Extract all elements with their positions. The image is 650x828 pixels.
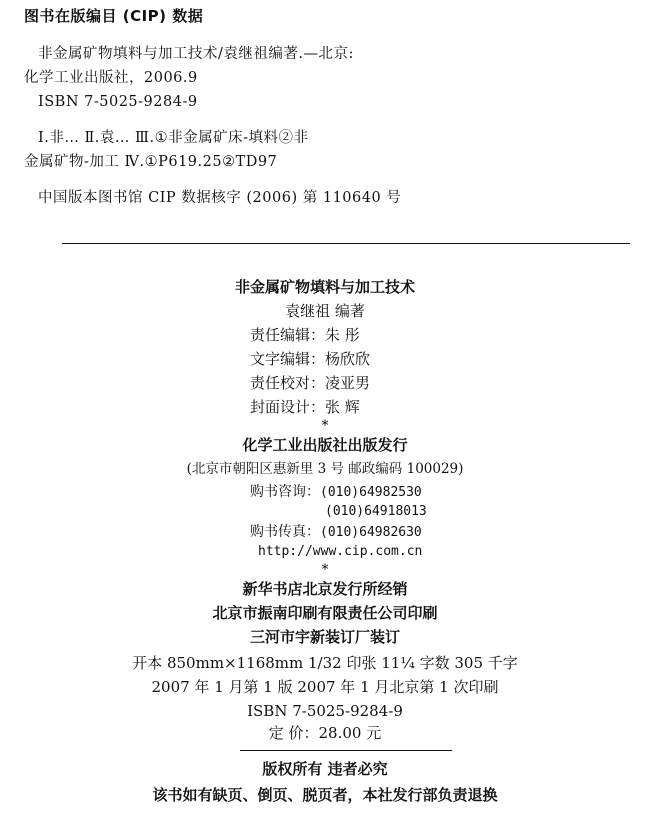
publisher-line: 化学工业出版社出版发行 bbox=[242, 436, 408, 454]
printer-line: 北京市振南印刷有限责任公司印刷 bbox=[212, 604, 438, 622]
book-title: 非金属矿物填料与加工技术 bbox=[234, 278, 415, 296]
bottom-divider bbox=[240, 750, 452, 751]
top-divider bbox=[62, 243, 630, 244]
cip-line-record-number: 中国版本图书馆 CIP 数据核字 (2006) 第 110640 号 bbox=[38, 190, 402, 206]
cip-line-isbn: ISBN 7-5025-9284-9 bbox=[38, 94, 198, 110]
staff-row bbox=[215, 324, 360, 346]
fax-row bbox=[250, 522, 422, 543]
staff-name: 杨欣欣 bbox=[325, 350, 371, 368]
staff-role: 封面设计： bbox=[249, 398, 325, 416]
cip-title: 图书在版编目 (CIP) 数据 bbox=[24, 7, 204, 25]
staff-name: 张 辉 bbox=[325, 398, 360, 416]
staff-name: 朱 彤 bbox=[325, 326, 360, 344]
staff-role: 责任编辑： bbox=[249, 326, 325, 344]
price: 定 价：28.00 元 bbox=[268, 724, 382, 742]
staff-name: 凌亚男 bbox=[325, 374, 371, 392]
separator-star: * bbox=[321, 418, 329, 434]
publisher-address: (北京市朝阳区惠新里 3 号 邮政编码 100029) bbox=[186, 461, 464, 477]
phone-row bbox=[250, 482, 422, 503]
binder-line: 三河市宇新装订厂装订 bbox=[249, 628, 400, 646]
format-specs: 开本 850mm×1168mm 1/32 印张 11¼ 字数 305 千字 bbox=[132, 654, 518, 672]
separator-star: * bbox=[321, 562, 329, 578]
staff-row bbox=[215, 396, 360, 418]
return-policy: 该书如有缺页、倒页、脱页者，本社发行部负责退换 bbox=[152, 786, 498, 804]
phone-number: (010)64982530 bbox=[320, 485, 422, 500]
fax-number: (010)64982630 bbox=[320, 525, 422, 540]
staff-role: 责任校对： bbox=[249, 374, 325, 392]
staff-role: 文字编辑： bbox=[249, 350, 325, 368]
cip-line-classification-cont: 金属矿物-加工 Ⅳ.①P619.25②TD97 bbox=[24, 154, 278, 170]
phone-number-2: (010)64918013 bbox=[325, 504, 427, 519]
website-url: http://www.cip.com.cn bbox=[258, 544, 423, 559]
distribution-line: 新华书店北京发行所经销 bbox=[242, 580, 408, 598]
fax-label: 购书传真： bbox=[250, 524, 320, 540]
phone-label: 购书咨询： bbox=[250, 484, 320, 500]
cip-line-title-author: 非金属矿物填料与加工技术/袁继祖编著.—北京: bbox=[38, 46, 354, 62]
book-author: 袁继祖 编著 bbox=[285, 302, 365, 320]
staff-row bbox=[215, 348, 370, 370]
edition-info: 2007 年 1 月第 1 版 2007 年 1 月北京第 1 次印刷 bbox=[151, 678, 499, 696]
staff-row bbox=[215, 372, 370, 394]
rights-notice: 版权所有 违者必究 bbox=[262, 760, 388, 778]
cip-line-classification: Ⅰ.非… Ⅱ.袁… Ⅲ.①非金属矿床-填料②非 bbox=[38, 130, 309, 146]
isbn: ISBN 7-5025-9284-9 bbox=[247, 702, 403, 720]
cip-line-publisher: 化学工业出版社，2006.9 bbox=[24, 70, 198, 86]
